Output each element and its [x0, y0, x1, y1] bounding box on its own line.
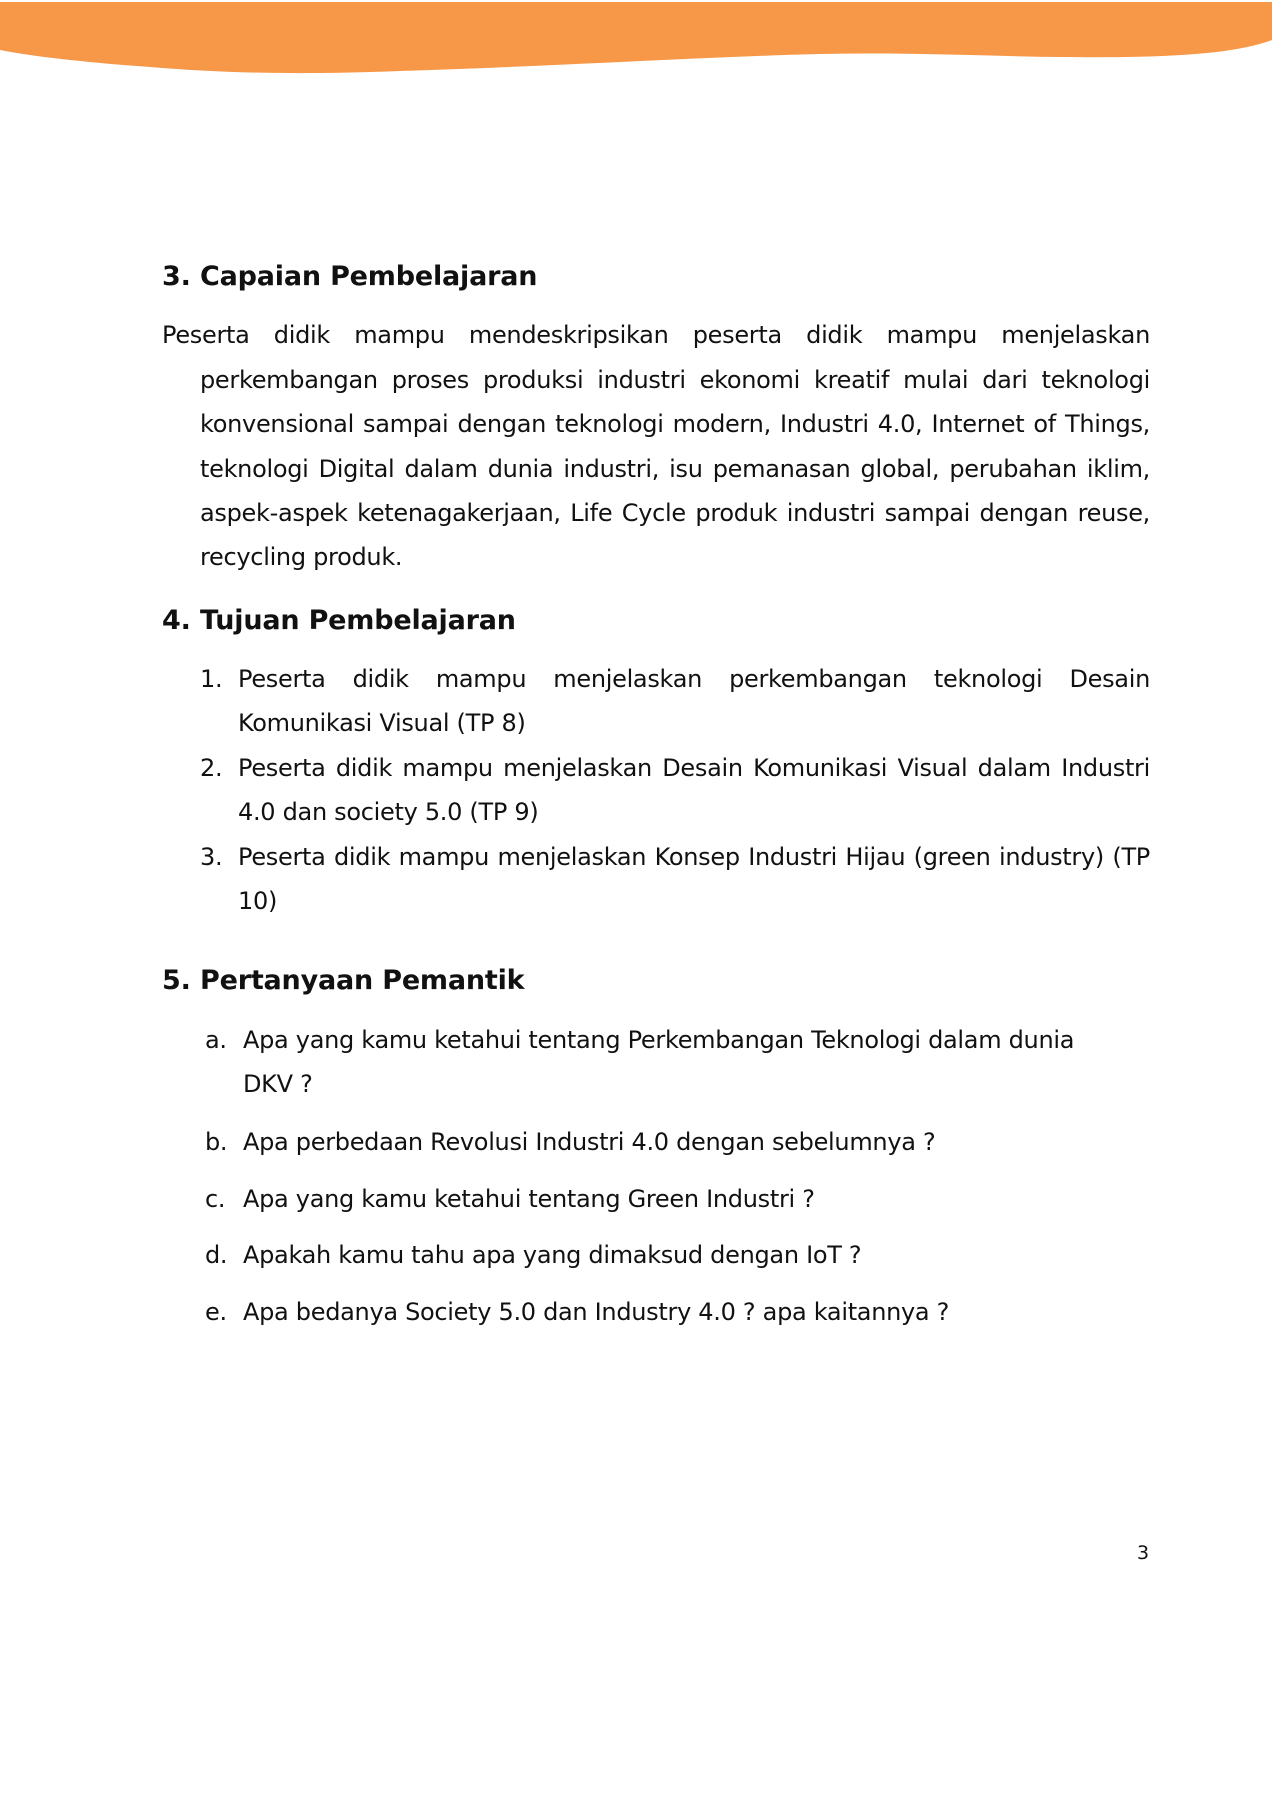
heading-number: 3.: [162, 261, 191, 292]
list-marker: d.: [205, 1241, 228, 1269]
list-marker: c.: [205, 1185, 226, 1213]
paragraph-line: perkembangan proses produksi industri ekonomi kreatif mulai dari teknologi: [200, 366, 1150, 394]
section-heading-tujuan: [162, 604, 516, 638]
paragraph-line: teknologi Digital dalam dunia industri, isu pemanasan global, perubahan iklim,: [200, 455, 1150, 483]
heading-title: Capaian Pembelajaran: [200, 261, 538, 292]
paragraph-line: aspek-aspek ketenagakerjaan, Life Cycle produk industri sampai dengan reuse,: [200, 499, 1150, 527]
question-line: DKV ?: [243, 1070, 313, 1098]
question-line: Apa bedanya Society 5.0 dan Industry 4.0 ? apa kaitannya ?: [243, 1298, 950, 1326]
list-item-line: 10): [238, 887, 278, 915]
heading-number: 5.: [162, 965, 191, 996]
paragraph-line: Peserta didik mampu mendeskripsikan peserta didik mampu menjelaskan: [162, 321, 1150, 349]
list-marker: b.: [205, 1128, 228, 1156]
question-line: Apakah kamu tahu apa yang dimaksud dengan IoT ?: [243, 1241, 862, 1269]
list-item-line: Peserta didik mampu menjelaskan Desain Komunikasi Visual dalam Industri: [238, 754, 1150, 782]
question-line: Apa perbedaan Revolusi Industri 4.0 dengan sebelumnya ?: [243, 1128, 936, 1156]
section-heading-pertanyaan: [162, 964, 524, 998]
list-item-line: 4.0 dan society 5.0 (TP 9): [238, 798, 539, 826]
paragraph-line: recycling produk.: [200, 543, 403, 571]
list-marker: 3.: [200, 843, 223, 871]
header-wave-band: [0, 0, 1272, 90]
list-item-line: Peserta didik mampu menjelaskan Konsep Industri Hijau (green industry) (TP: [238, 843, 1150, 871]
question-line: Apa yang kamu ketahui tentang Perkembangan Teknologi dalam dunia: [243, 1026, 1075, 1054]
page-number: 3: [1137, 1542, 1150, 1564]
paragraph-line: konvensional sampai dengan teknologi modern, Industri 4.0, Internet of Things,: [200, 410, 1150, 438]
list-marker: 2.: [200, 754, 223, 782]
heading-title: Pertanyaan Pemantik: [200, 965, 525, 996]
list-marker: e.: [205, 1298, 227, 1326]
heading-title: Tujuan Pembelajaran: [200, 605, 516, 636]
list-item-line: Peserta didik mampu menjelaskan perkembangan teknologi Desain: [238, 665, 1150, 693]
list-marker: a.: [205, 1026, 227, 1054]
question-line: Apa yang kamu ketahui tentang Green Industri ?: [243, 1185, 815, 1213]
list-item-line: Komunikasi Visual (TP 8): [238, 709, 526, 737]
heading-number: 4.: [162, 605, 191, 636]
section-heading-capaian: [162, 260, 537, 294]
list-marker: 1.: [200, 665, 223, 693]
